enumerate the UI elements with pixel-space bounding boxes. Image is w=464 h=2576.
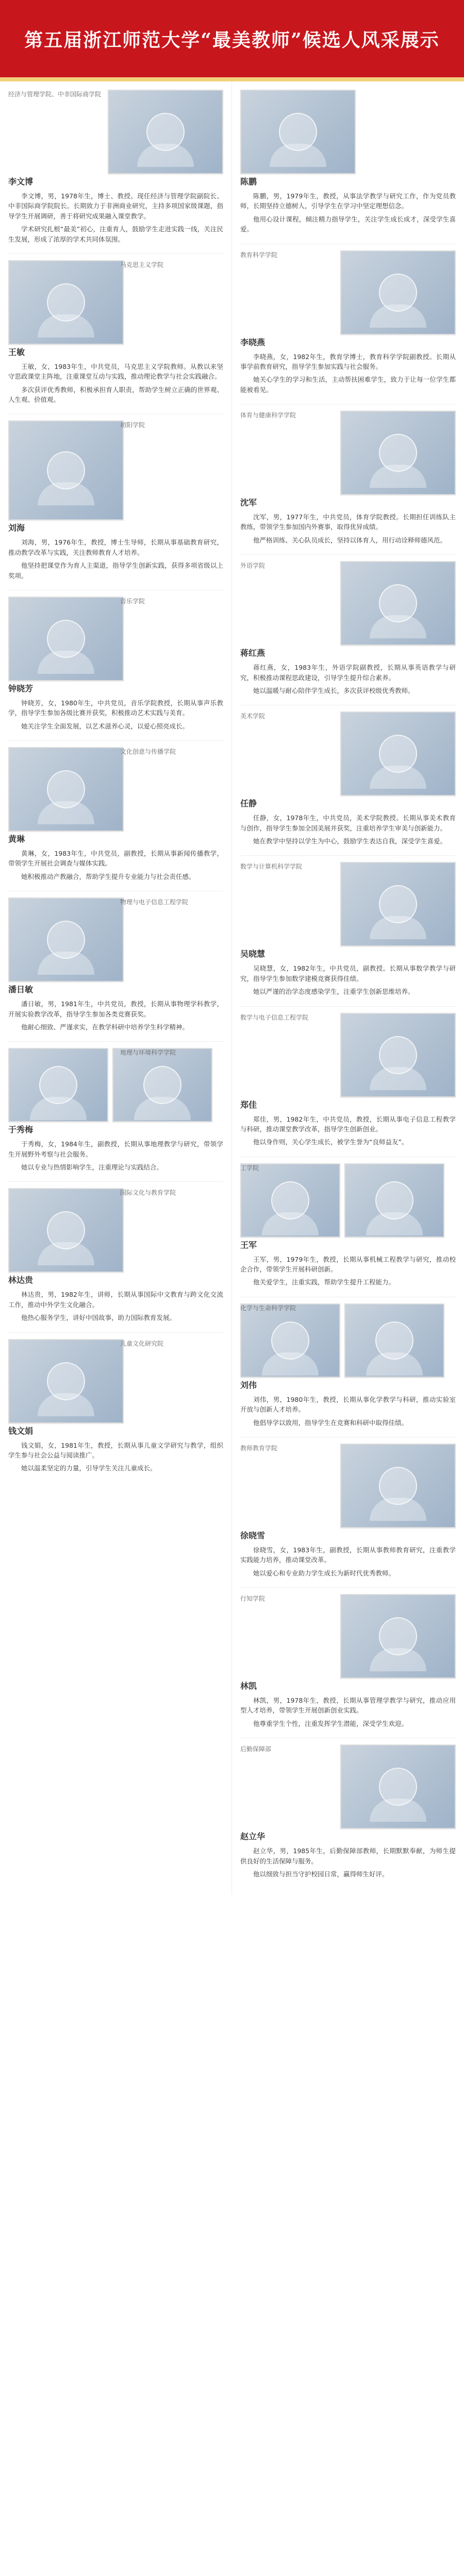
profile-xingzhi xyxy=(240,1594,456,1728)
portrait-image xyxy=(8,747,124,832)
profile-text xyxy=(240,963,456,996)
portrait-image xyxy=(8,260,124,345)
profile-engineering xyxy=(240,1163,456,1287)
profile-paragraph: 郑佳，男，1982年生，中共党员，教授，长期从事电子信息工程教学与科研，推动课堂教学改革，指导学生创新创业。 xyxy=(240,1115,456,1133)
profile-art xyxy=(240,711,456,846)
profile-text xyxy=(240,1846,456,1879)
divider xyxy=(8,1041,223,1042)
profile-paragraph: 李晓燕，女，1982年生，教育学博士，教育科学学院副教授。长期从事学前教育研究，指导学生参加实践与社会服务。 xyxy=(240,352,456,370)
profile-paragraph: 他倡导学以致用，指导学生在竞赛和科研中取得佳绩。 xyxy=(253,1418,408,1427)
portrait-image xyxy=(340,561,456,646)
portrait-icon xyxy=(47,283,85,321)
profile-unit: 化学与生命科学学院 xyxy=(240,1304,296,1312)
profile-unit: 体育与健康科学学院 xyxy=(240,412,296,419)
divider xyxy=(240,855,456,856)
right-column xyxy=(232,81,464,1894)
portrait-icon xyxy=(47,770,85,808)
profile-paragraph: 他关爱学生，注重实践，帮助学生提升工程能力。 xyxy=(253,1278,395,1286)
profile-paragraph: 她以严谨的治学态度感染学生，注重学生创新思维培养。 xyxy=(253,988,415,996)
profile-li-wenbo xyxy=(8,90,223,244)
profile-unit: 经济与管理学院、中非国际商学院 xyxy=(8,91,102,98)
left-column xyxy=(0,81,232,1894)
divider xyxy=(240,554,456,555)
divider xyxy=(8,253,223,254)
profile-unit: 数学与电子信息工程学院 xyxy=(240,1013,309,1021)
profile-paragraph: 多次获评优秀教师，积极承担育人职责，帮助学生树立正确的世界观、人生观、价值观。 xyxy=(8,385,223,403)
profile-unit: 美术学院 xyxy=(240,713,266,720)
profile-text xyxy=(8,1139,223,1172)
portrait-icon xyxy=(379,1036,417,1074)
portrait-image xyxy=(240,90,356,174)
portrait-image xyxy=(8,1048,108,1122)
profile-name: 钟晓芳 xyxy=(8,683,34,693)
portrait-image xyxy=(344,1163,444,1238)
profile-name: 王军 xyxy=(240,1240,257,1250)
profile-text xyxy=(240,663,456,696)
portrait-icon xyxy=(375,1321,413,1360)
portrait-icon xyxy=(47,620,85,658)
profile-chen-peng xyxy=(240,90,456,234)
profile-unit: 行知学院 xyxy=(240,1595,266,1602)
profile-name: 李晓燕 xyxy=(240,337,266,347)
profile-text xyxy=(8,1440,223,1473)
portrait-image xyxy=(8,597,124,681)
divider xyxy=(240,1587,456,1588)
profile-electronics xyxy=(240,1013,456,1147)
profile-paragraph: 她积极推动产教融合，帮助学生提升专业能力与社会责任感。 xyxy=(21,872,195,880)
profile-name: 蒋红燕 xyxy=(240,648,266,658)
profile-text xyxy=(240,1255,456,1287)
profile-name: 钱文娟 xyxy=(8,1426,34,1436)
profile-jiang-hongyan xyxy=(240,561,456,696)
profile-paragraph: 任静，女，1978年生，中共党员，美术学院教授。长期从事美术教育与创作，指导学生参加全国美展并获奖，注重培养学生审美与创新能力。 xyxy=(240,814,456,832)
profile-unit: 教师教育学院 xyxy=(240,1444,278,1452)
profile-paragraph: 她关心学生的学习和生活，主动帮扶困难学生，致力于让每一位学生都能被看见。 xyxy=(240,376,456,394)
profile-paragraph: 赵立华，男，1985年生，后勤保障部教师，长期默默奉献，为师生提供良好的生活保障与服务。 xyxy=(240,1847,456,1865)
profile-name: 郑佳 xyxy=(240,1099,257,1110)
profile-text xyxy=(240,1114,456,1147)
portrait-image xyxy=(108,90,223,174)
profile-unit: 国际文化与教育学院 xyxy=(120,1189,176,1197)
profile-unit: 物理与电子信息工程学院 xyxy=(120,899,189,906)
profile-paragraph: 潘日敏，男，1981年生，中共党员，教授，长期从事物理学科教学，开展实验教学改革，指导学生参加各类竞赛获奖。 xyxy=(8,1000,223,1018)
profile-name: 林达贵 xyxy=(8,1275,34,1285)
profile-name: 赵立华 xyxy=(240,1832,266,1842)
profile-shen-jun xyxy=(240,411,456,545)
portrait-icon xyxy=(379,1467,417,1505)
profile-paragraph: 于秀梅，女，1984年生，副教授，长期从事地理教学与研究，带领学生开展野外考察与社会服务。 xyxy=(8,1140,223,1158)
profile-text xyxy=(8,362,223,405)
profile-unit: 数学与计算机科学学院 xyxy=(240,863,303,871)
portrait-image xyxy=(340,250,456,335)
portrait-icon xyxy=(379,274,417,312)
profile-unit: 地理与环境科学学院 xyxy=(120,1049,176,1057)
profile-paragraph: 她以专业与热情影响学生，注重理论与实践结合。 xyxy=(21,1163,163,1171)
profile-name: 陈鹏 xyxy=(240,177,257,187)
profile-text xyxy=(240,1696,456,1728)
profile-name: 徐晓雪 xyxy=(240,1530,266,1540)
portrait-icon xyxy=(146,113,185,151)
profile-paragraph: 蒋红燕，女，1983年生，外语学院副教授，长期从事英语教学与研究，积极推动课程思政建设，引导学生提升综合素养。 xyxy=(240,664,456,682)
profile-text xyxy=(8,537,223,581)
divider xyxy=(240,1006,456,1007)
portrait-icon xyxy=(375,1181,413,1219)
profile-text xyxy=(8,191,223,244)
profile-text xyxy=(8,1290,223,1323)
profile-unit: 外语学院 xyxy=(240,562,266,570)
portrait-image xyxy=(344,1303,444,1378)
profile-paragraph: 沈军，男，1977年生，中共党员，体育学院教授。长期担任训练队主教练，带领学生参加国内外赛事，取得优异成绩。 xyxy=(240,513,456,531)
divider xyxy=(8,740,223,741)
profile-paragraph: 她以爱心和专业助力学生成长为新时代优秀教师。 xyxy=(253,1569,395,1577)
portrait-image xyxy=(340,1013,456,1097)
profile-name: 刘海 xyxy=(8,523,25,533)
profile-name: 黄琳 xyxy=(8,834,25,844)
portrait-icon xyxy=(143,1066,181,1104)
profile-paragraph: 钟晓芳，女，1980年生，中共党员，音乐学院教授，长期从事声乐教学，指导学生参加各级比赛并获奖，积极推动艺术实践与美育。 xyxy=(8,699,223,717)
profile-paragraph: 钱文娟，女，1981年生，教授，长期从事儿童文学研究与教学，组织学生参与社会公益与阅读推广。 xyxy=(8,1441,223,1459)
profile-paragraph: 她以温柔坚定的力量，引导学生关注儿童成长。 xyxy=(21,1464,157,1472)
profile-paragraph: 陈鹏，男，1979年生，教授，从事法学教学与研究工作，作为党员教师，长期坚持立德树人，引导学生在学习中坚定理想信念。 xyxy=(240,192,456,210)
divider xyxy=(8,1181,223,1182)
photo-pair xyxy=(240,1163,456,1238)
profile-paragraph: 他用心设计课程，倾注精力指导学生，关注学生成长成才，深受学生喜爱。 xyxy=(240,215,456,233)
profile-name: 林凯 xyxy=(240,1681,257,1691)
profile-paragraph: 吴晓慧，女，1982年生，中共党员，副教授。长期从事数学教学与研究，指导学生参加数学建模竞赛获得佳绩。 xyxy=(240,964,456,982)
profile-math xyxy=(240,862,456,996)
profile-paragraph: 刘海，男，1976年生，教授，博士生导师，长期从事基础教育研究，推动教学改革与实践，关注教师教育人才培养。 xyxy=(8,538,223,556)
page-title: 第五届浙江师范大学“最美教师”候选人风采展示 xyxy=(0,0,464,81)
profile-teacher-education xyxy=(240,1444,456,1578)
portrait-image xyxy=(8,1188,124,1273)
profile-paragraph: 他耐心细致、严谨求实，在教学科研中培养学生科学精神。 xyxy=(21,1023,189,1031)
profile-paragraph: 他尊重学生个性，注重发挥学生潜能，深受学生欢迎。 xyxy=(253,1719,408,1727)
profile-name: 于秀梅 xyxy=(8,1125,34,1135)
portrait-image xyxy=(340,1744,456,1829)
profile-paragraph: 王敏，女，1983年生，中共党员，马克思主义学院教师。从教以来坚守思政课堂主阵地，注重课堂互动与实践，推动理论教学与社会实践融合。 xyxy=(8,362,223,381)
profile-chu-yang xyxy=(8,420,223,581)
portrait-icon xyxy=(271,1181,309,1219)
portrait-image xyxy=(340,411,456,495)
portrait-icon xyxy=(379,1617,417,1655)
profile-paragraph: 他热心服务学生，讲好中国故事，助力国际教育发展。 xyxy=(21,1314,176,1322)
profile-text xyxy=(240,352,456,395)
portrait-image xyxy=(340,1594,456,1679)
profile-name: 潘日敏 xyxy=(8,985,34,995)
profile-paragraph: 她以温暖与耐心陪伴学生成长，多次获评校级优秀教师。 xyxy=(253,686,415,694)
profile-unit: 工学院 xyxy=(240,1164,259,1172)
profile-physics xyxy=(8,897,223,1032)
portrait-icon xyxy=(379,1768,417,1806)
profile-paragraph: 黄琳，女，1983年生，中共党员，副教授，长期从事新闻传播教学，带领学生开展社会调查与媒体实践。 xyxy=(8,850,223,868)
profile-paragraph: 她关注学生全面发展，以艺术滋养心灵，以爱心照亮成长。 xyxy=(21,722,189,730)
profile-paragraph: 她在教学中坚持以学生为中心，鼓励学生表达自我，深受学生喜爱。 xyxy=(253,837,447,845)
profile-intl-edu xyxy=(8,1188,223,1323)
profile-paragraph: 学术研究扎根“最美”初心，注重育人，鼓励学生走进实践一线，关注民生发展，形成了浓厚的学术共同体氛围。 xyxy=(8,225,223,243)
profile-text xyxy=(240,191,456,234)
portrait-image xyxy=(8,420,124,520)
portrait-image xyxy=(340,862,456,946)
profile-name: 任静 xyxy=(240,799,257,809)
profile-text xyxy=(240,813,456,846)
profile-paragraph: 林凯，男，1978年生，教授，长期从事管理学教学与研究，推动应用型人才培养，带领学生开展创新创业实践。 xyxy=(240,1697,456,1715)
profile-paragraph: 他坚持把课堂作为育人主渠道，指导学生创新实践，获得多项省级以上奖项。 xyxy=(8,562,223,580)
profile-name: 李文博 xyxy=(8,177,34,187)
profile-name: 刘伟 xyxy=(240,1380,257,1390)
profile-text xyxy=(240,512,456,545)
profile-unit: 儿童文化研究院 xyxy=(120,1340,164,1347)
portrait-icon xyxy=(271,1321,309,1360)
divider xyxy=(8,1332,223,1333)
profile-paragraph: 他以身作则，关心学生成长，被学生誉为“良师益友”。 xyxy=(253,1138,408,1146)
profile-unit: 文化创意与传播学院 xyxy=(120,748,176,755)
portrait-icon xyxy=(379,885,417,923)
profile-name: 王敏 xyxy=(8,347,25,357)
profile-name: 吴晓慧 xyxy=(240,949,266,959)
profile-text xyxy=(240,1395,456,1428)
profile-paragraph: 王军，男，1979年生，教授，长期从事机械工程教学与研究，推动校企合作，带领学生开展科研创新。 xyxy=(240,1255,456,1273)
photo-pair xyxy=(8,1048,223,1122)
profile-children-culture xyxy=(8,1339,223,1473)
profile-paragraph: 刘伟，男，1980年生，教授，长期从事化学教学与科研，推动实验室开放与创新人才培养。 xyxy=(240,1395,456,1414)
profile-geography xyxy=(8,1048,223,1172)
portrait-icon xyxy=(379,735,417,773)
profile-logistics xyxy=(240,1744,456,1879)
profile-wang-min xyxy=(8,260,223,405)
profile-unit: 教育科学学院 xyxy=(240,251,278,259)
profile-text xyxy=(240,1545,456,1578)
profile-text xyxy=(8,849,223,882)
portrait-image xyxy=(112,1048,212,1122)
portrait-image xyxy=(240,1163,340,1238)
portrait-image xyxy=(8,1339,124,1423)
profile-paragraph: 李文博，男，1978年生，博士、教授。现任经济与管理学院副院长、中非国际商学院院长。长期致力于非洲商业研究，主持多项国家级课题，指导学生开展调研，善于将研究成果融入课堂教学。 xyxy=(8,192,223,220)
profile-grid xyxy=(0,81,464,1894)
profile-media xyxy=(8,747,223,882)
portrait-image xyxy=(340,1444,456,1528)
profile-paragraph: 徐晓雪，女，1983年生，副教授，长期从事教师教育研究，注重教学实践能力培养，推动课堂改革。 xyxy=(240,1546,456,1564)
profile-text xyxy=(8,698,223,731)
photo-pair xyxy=(240,1303,456,1378)
portrait-icon xyxy=(39,1066,77,1104)
portrait-icon xyxy=(47,1211,85,1249)
profile-music xyxy=(8,597,223,731)
portrait-icon xyxy=(47,451,85,489)
portrait-image xyxy=(340,711,456,796)
profile-li-xiaoyan xyxy=(240,250,456,395)
profile-unit: 音乐学院 xyxy=(120,597,145,605)
profile-text xyxy=(8,999,223,1032)
profile-paragraph: 林达贵，男，1982年生，讲师，长期从事国际中文教育与跨文化交流工作，推动中外学生文化融合。 xyxy=(8,1291,223,1309)
portrait-image xyxy=(8,897,124,982)
profile-unit: 马克思主义学院 xyxy=(120,261,164,268)
profile-paragraph: 他严格训练、关心队员成长，坚持以体育人，用行动诠释师德风范。 xyxy=(253,536,447,544)
profile-name: 沈军 xyxy=(240,498,257,507)
profile-paragraph: 他以细致与担当守护校园日常，赢得师生好评。 xyxy=(253,1870,389,1878)
portrait-icon xyxy=(379,434,417,472)
portrait-icon xyxy=(47,921,85,959)
portrait-icon xyxy=(47,1362,85,1400)
profile-unit: 初阳学院 xyxy=(120,421,145,429)
portrait-icon xyxy=(279,113,317,151)
profile-chemistry xyxy=(240,1303,456,1428)
portrait-image xyxy=(240,1303,340,1378)
portrait-icon xyxy=(379,584,417,622)
profile-unit: 后勤保障部 xyxy=(240,1745,272,1753)
